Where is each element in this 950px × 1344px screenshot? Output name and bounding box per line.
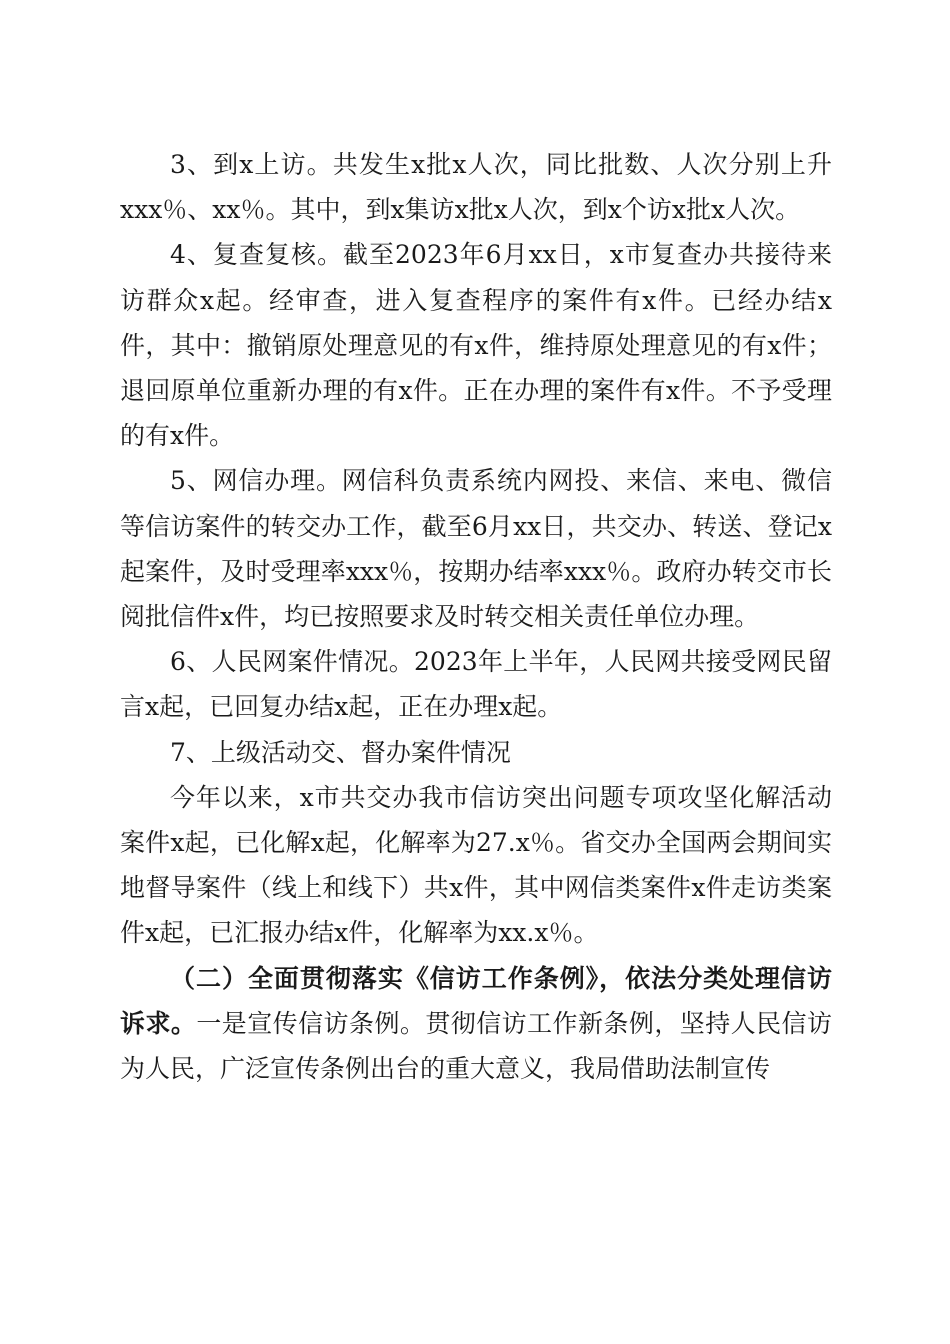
paragraph-item-4: 4、复查复核。截至2023年6月xx日，x市复查办共接待来访群众x起。经审查，进入复查程序的案件有x件。已经办结x件，其中：撤销原处理意见的有x件，维持原处理意见的有x件；退回原单位重新办理的有x件。正在办理的案件有x件。不予受理的有x件。 xyxy=(120,240,832,451)
paragraph-item-7-body: 今年以来，x市共交办我市信访突出问题专项攻坚化解活动案件x起，已化解x起，化解率为27.x％。省交办全国两会期间实地督导案件（线上和线下）共x件，其中网信类案件x件走访类案件x起，已汇报办结x件，化解率为xx.x％。 xyxy=(120,782,832,948)
paragraph-item-5: 5、网信办理。网信科负责系统内网投、来信、来电、微信等信访案件的转交办工作，截至6月xx日，共交办、转送、登记x起案件，及时受理率xxx％，按期办结率xxx％。政府办转交市长阅批信件x件，均已按照要求及时转交相关责任单位办理。 xyxy=(120,466,832,632)
section-two-paragraph xyxy=(120,956,832,1092)
section-two-body: 一是宣传信访条例。贯彻信访工作新条例，坚持人民信访为人民，广泛宣传条例出台的重大意义，我局借助法制宣传 xyxy=(120,1008,832,1084)
paragraph-item-3: 3、到x上访。共发生x批x人次，同比批数、人次分别上升xxx％、xx％。其中，到x集访x批x人次，到x个访x批x人次。 xyxy=(120,150,832,225)
document-body xyxy=(120,142,832,1091)
paragraph-item-7-title: 7、上级活动交、督办案件情况 xyxy=(170,737,511,767)
section-two-heading: （二）全面贯彻落实《信访工作条例》，依法分类处理信访诉求。 xyxy=(120,963,832,1038)
paragraph-item-6: 6、人民网案件情况。2023年上半年，人民网共接受网民留言x起，已回复办结x起，正在办理x起。 xyxy=(120,647,832,722)
